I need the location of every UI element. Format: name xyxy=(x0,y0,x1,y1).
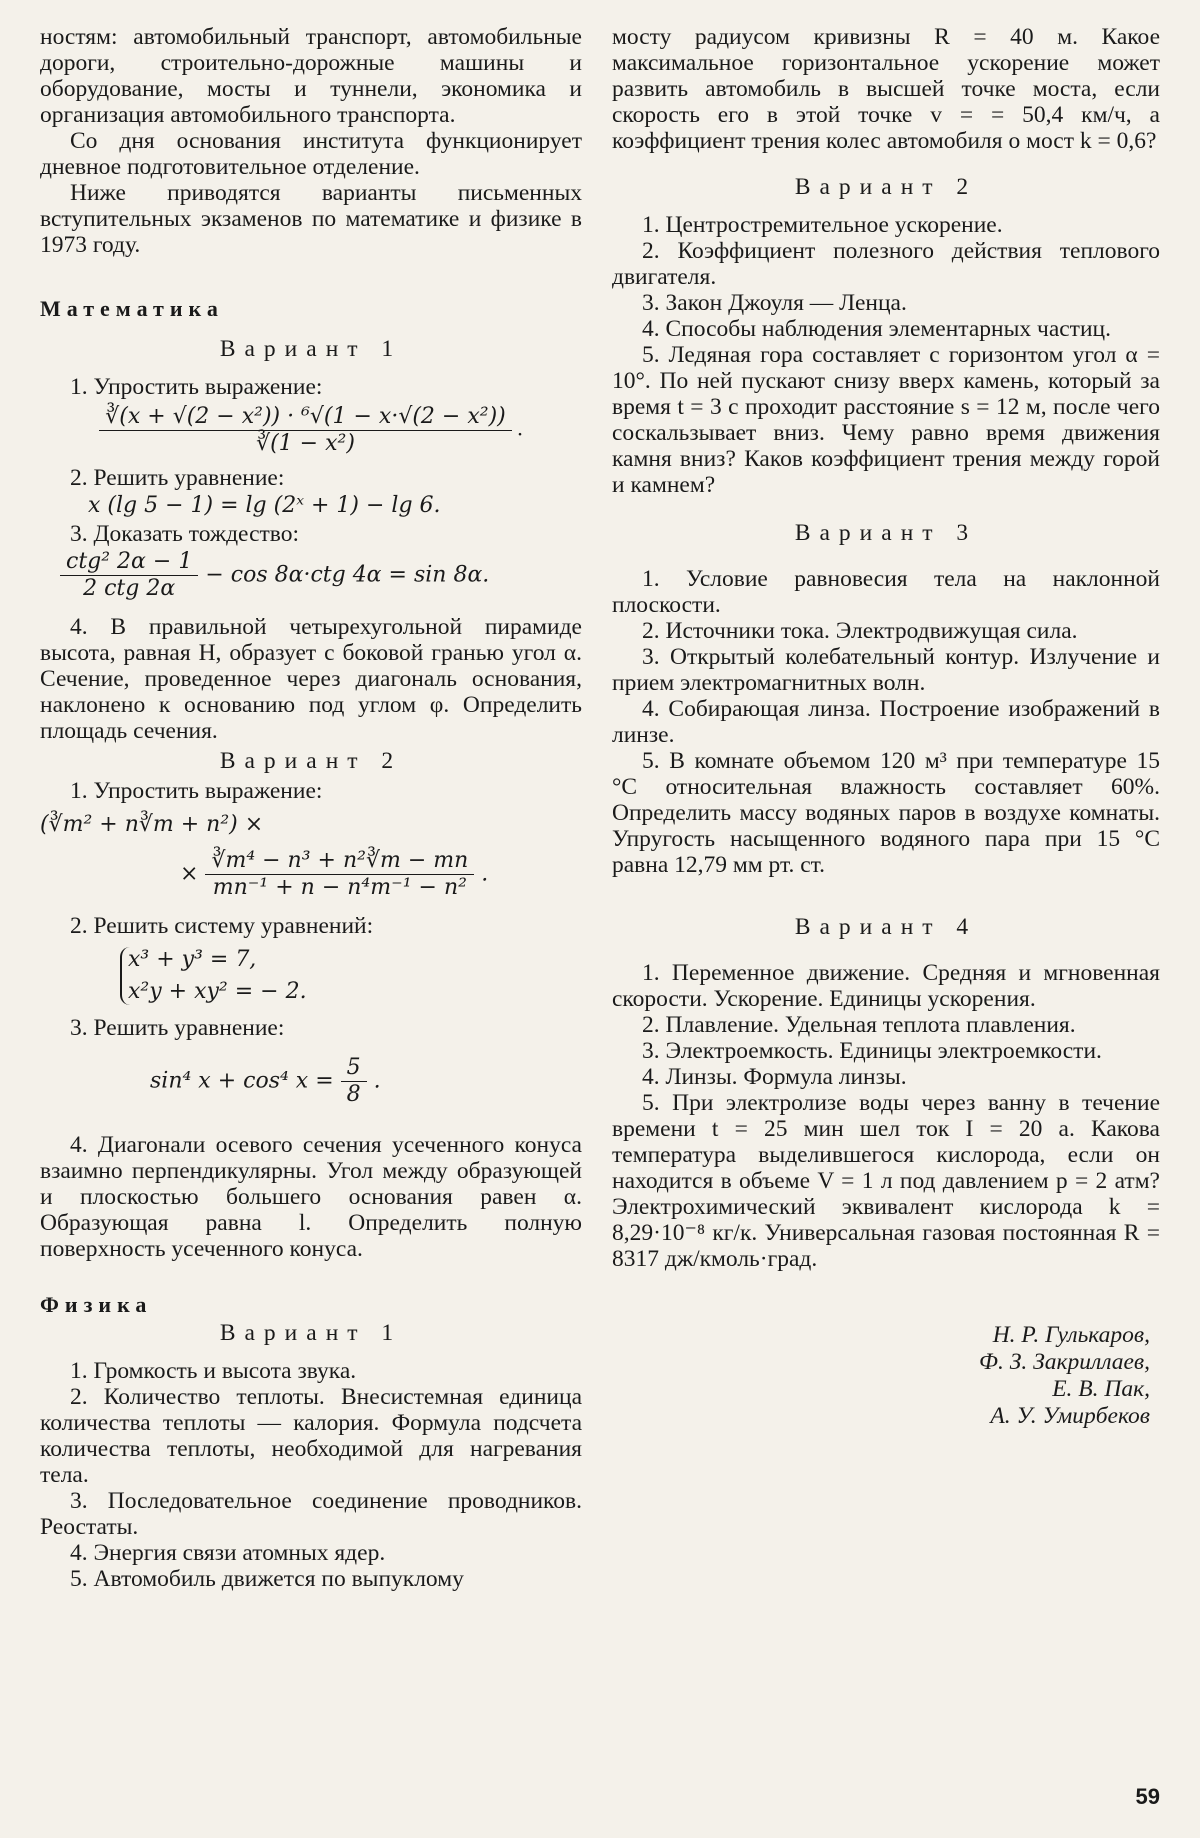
physics-v3-item: 5. В комнате объемом 120 м³ при температуре 15 °С относительная влажность составляет 60%. Определить массу водяных паров в воздухе комнаты. Упругость насыщенного водяного пара при 15 °С равна 12,79 мм рт. ст. xyxy=(612,748,1160,878)
physics-v3-item: 2. Источники тока. Электродвижущая сила. xyxy=(642,618,1078,644)
physics-v2-item: 1. Центростремительное ускорение. xyxy=(642,212,1003,238)
physics-v1-item: 5. Автомобиль движется по выпуклому xyxy=(70,1566,464,1592)
physics-v4-item: 5. При электролизе воды через ванну в течение времени t = 25 мин шел ток I = 20 а. Какова температура выделившегося кислорода, если он находится в объеме V = 1 л под давлением p = 2 атм? Электрохимический эквивалент кислорода k = 8,29·10⁻⁸ кг/к. Универсальная газовая постоянная R = 8317 дж/кмоль·град. xyxy=(612,1090,1160,1272)
math-v2-q2-system xyxy=(120,947,388,1005)
author-name: Ф. З. Закриллаев, xyxy=(979,1349,1150,1375)
physics-v3-item: 3. Открытый колебательный контур. Излучение и прием электромагнитных волн. xyxy=(612,644,1160,696)
physics-v1-item: 2. Количество теплоты. Внесистемная единица количества теплоты — калория. Формула подсчета количества теплоты, необходимой для нагревания тела. xyxy=(40,1384,582,1488)
physics-heading: Физика xyxy=(40,1292,153,1317)
physics-v2-item: 2. Коэффициент полезного действия теплового двигателя. xyxy=(612,238,1160,290)
math-v1-q4: 4. В правильной четырехугольной пирамиде высота, равная H, образует с боковой гранью угол α. Сечение, проведенное через диагональ основания, наклонено к основанию под углом φ. Определить площадь сечения. xyxy=(40,614,582,744)
math-v1-q1: 1. Упростить выражение: xyxy=(70,374,323,400)
math-v2-q1-fraction: × $\frac{\text{∛m⁴ − n³ + n²∛m − mn}}{\text{mn⁻¹ + n − n⁴m⁻¹ − n²}}$ . xyxy=(180,848,489,900)
formula-denominator: 8 xyxy=(346,1082,361,1107)
formula-numerator: ∛(x + √(2 − x²)) · ⁶√(1 − x·√(2 − x²)) xyxy=(99,404,511,431)
system-equation-1: x³ + y³ = 7, xyxy=(128,947,257,972)
math-v2-q3-equation: sin⁴ x + cos⁴ x = $\frac{5}{8}$ . xyxy=(150,1055,381,1107)
physics-v3-item: 1. Условие равновесия тела на наклонной плоскости. xyxy=(612,566,1160,618)
math-v1-q3: 3. Доказать тождество: xyxy=(70,521,299,547)
formula-numerator: ctg² 2α − 1 xyxy=(60,549,198,576)
math-v2-q3: 3. Решить уравнение: xyxy=(70,1015,285,1041)
formula-denominator: ∛(1 − x²) xyxy=(256,431,355,456)
formula-numerator: 5 xyxy=(341,1055,367,1082)
page-number: 59 xyxy=(1135,1784,1160,1809)
physics-v1-item: 3. Последовательное соединение проводников. Реостаты. xyxy=(40,1488,582,1540)
system-equation-2: x²y + xy² = − 2. xyxy=(128,979,307,1004)
math-v1-q2: 2. Решить уравнение: xyxy=(70,465,285,491)
physics-v3-item: 4. Собирающая линза. Построение изображений в линзе. xyxy=(612,696,1160,748)
math-variant-2-title: Вариант 2 xyxy=(219,748,403,774)
physics-variant-4-title: Вариант 4 xyxy=(794,914,978,940)
math-v1-q1-formula: $\frac{\text{∛(x + √(2 − x²)) · ⁶√(1 − x·√(2 − x²))}}{\text{∛(1 − x²)}}$ . xyxy=(40,404,582,457)
formula-denominator: mn⁻¹ + n − n⁴m⁻¹ − n² xyxy=(212,875,467,900)
physics-v1-item: 1. Громкость и высота звука. xyxy=(70,1358,357,1384)
formula-rest: − cos 8α·ctg 4α = sin 8α. xyxy=(205,562,490,588)
physics-variant-3-title: Вариант 3 xyxy=(794,520,978,546)
intro-paragraph: ностям: автомобильный транспорт, автомобильные дороги, строительно-дорожные машины и оборудование, мосты и туннели, экономика и организация автомобильного транспорта. xyxy=(40,24,582,128)
formula-numerator: ∛m⁴ − n³ + n²∛m − mn xyxy=(205,848,474,875)
physics-v4-item: 4. Линзы. Формула линзы. xyxy=(642,1064,907,1090)
math-heading: Математика xyxy=(40,296,224,321)
author-name: Е. В. Пак, xyxy=(1052,1376,1150,1402)
physics-v4-item: 2. Плавление. Удельная теплота плавления. xyxy=(642,1012,1076,1038)
right-column xyxy=(612,24,1160,1430)
math-v1-q3-identity xyxy=(60,549,582,602)
equation-left: sin⁴ x + cos⁴ x = xyxy=(150,1068,334,1094)
author-name: А. У. Умирбеков xyxy=(990,1403,1150,1429)
physics-v1-item: 4. Энергия связи атомных ядер. xyxy=(70,1540,386,1566)
physics-v2-item: 4. Способы наблюдения элементарных частиц. xyxy=(642,316,1111,342)
math-v2-q2: 2. Решить систему уравнений: xyxy=(70,913,374,939)
left-column xyxy=(40,24,582,1592)
math-v2-q4: 4. Диагонали осевого сечения усеченного конуса взаимно перпендикулярны. Угол между образующей и плоскостью большего основания равен α. Образующая равна l. Определить полную поверхность усеченного конуса. xyxy=(40,1132,582,1262)
intro-paragraph: Со дня основания института функционирует дневное подготовительное отделение. xyxy=(40,128,582,180)
math-variant-1-title: Вариант 1 xyxy=(219,336,403,362)
physics-v1-q5-continuation: мосту радиусом кривизны R = 40 м. Какое максимальное горизонтальное ускорение может развить автомобиль в высшей точке моста, если скорость его в этой точке v = = 50,4 км/ч, а коэффициент трения колес автомобиля о мост k = 0,6? xyxy=(612,24,1160,154)
math-v2-q1-line1: (∛m² + n∛m + n²) × xyxy=(40,812,264,837)
math-v1-q2-equation: x (lg 5 − 1) = lg (2ˣ + 1) − lg 6. xyxy=(88,493,441,518)
authors-block xyxy=(612,1322,1160,1430)
math-v2-q1: 1. Упростить выражение: xyxy=(70,778,323,804)
intro-paragraph: Ниже приводятся варианты письменных вступительных экзаменов по математике и физике в 1973 году. xyxy=(40,180,582,258)
formula-denominator: 2 ctg 2α xyxy=(83,576,176,601)
physics-v2-item: 5. Ледяная гора составляет с горизонтом угол α = 10°. По ней пускают снизу вверх камень, который за время t = 3 с проходит расстояние s = 12 м, после чего соскальзывает вниз. Чему равно время движения камня вниз? Каков коэффициент трения между горой и камнем? xyxy=(612,342,1160,498)
physics-variant-1-title: Вариант 1 xyxy=(219,1320,403,1346)
physics-v4-item: 3. Электроемкость. Единицы электроемкости. xyxy=(642,1038,1102,1064)
author-name: Н. Р. Гулькаров, xyxy=(992,1322,1150,1348)
physics-variant-2-title: Вариант 2 xyxy=(794,174,978,200)
physics-v4-item: 1. Переменное движение. Средняя и мгновенная скорости. Ускорение. Единицы ускорения. xyxy=(612,960,1160,1012)
physics-v2-item: 3. Закон Джоуля — Ленца. xyxy=(642,290,907,316)
